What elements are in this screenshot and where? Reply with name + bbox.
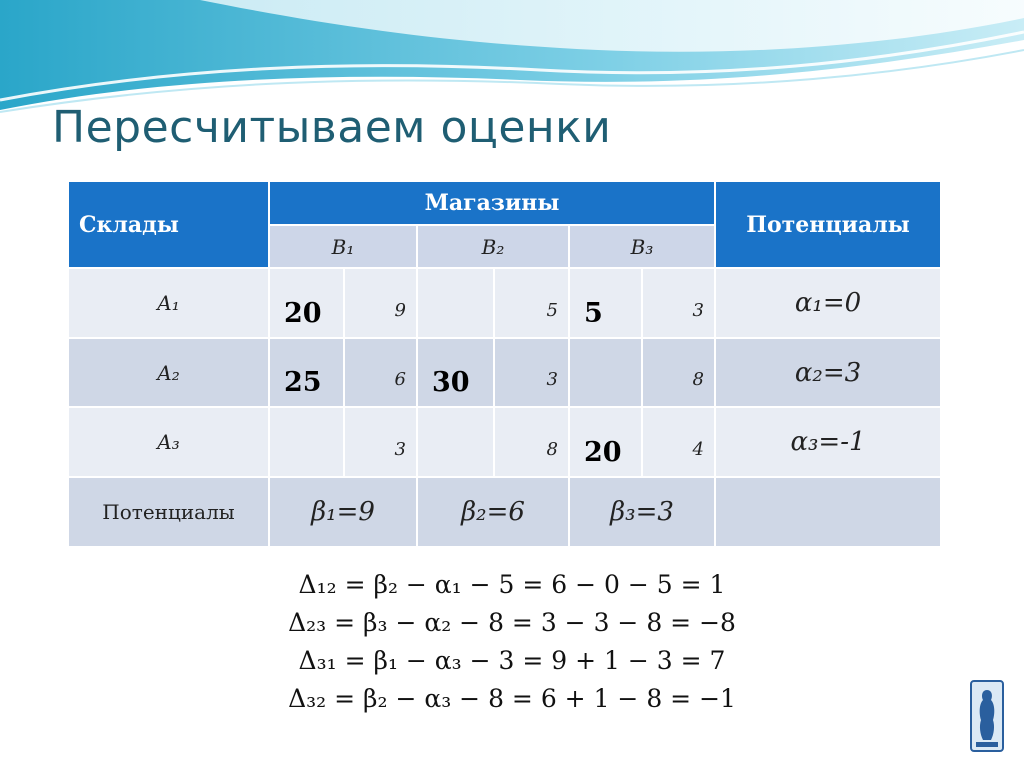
store-b3-label: B₃ [569, 225, 715, 268]
column-potential-b2: β₂=6 [417, 477, 569, 547]
cost-cell: 3 [642, 268, 715, 338]
potentials-header: Потенциалы [715, 181, 941, 268]
shipment-value: 20 [284, 298, 322, 329]
university-logo-icon [970, 680, 1004, 752]
shipment-cell [269, 338, 344, 407]
shipment-cell [417, 268, 494, 338]
row-potential-a1: α₁=0 [715, 268, 941, 338]
shipment-value: 20 [584, 437, 622, 468]
row-potential-a2: α₂=3 [715, 338, 941, 407]
cost-cell: 3 [344, 407, 417, 477]
row-label-a2: A₂ [68, 338, 269, 407]
row-potential-a3: α₃=-1 [715, 407, 941, 477]
column-potential-b1: β₁=9 [269, 477, 417, 547]
potentials-row-label: Потенциалы [68, 477, 269, 547]
shipment-cell [569, 407, 642, 477]
shipment-cell [417, 338, 494, 407]
store-b1-label: B₁ [269, 225, 417, 268]
estimate-formulas [0, 566, 1024, 718]
formula-line: Δ₁₂ = β₂ − α₁ − 5 = 6 − 0 − 5 = 1 [298, 570, 726, 599]
cost-cell: 9 [344, 268, 417, 338]
cost-cell: 4 [642, 407, 715, 477]
cost-cell: 5 [494, 268, 569, 338]
cost-cell: 6 [344, 338, 417, 407]
stores-header: Магазины [269, 181, 715, 225]
row-label-a3: A₃ [68, 407, 269, 477]
formula-line: Δ₃₂ = β₂ − α₃ − 8 = 6 + 1 − 8 = −1 [288, 684, 736, 713]
row-label-a1: A₁ [68, 268, 269, 338]
shipment-value: 5 [584, 298, 603, 329]
cost-cell: 3 [494, 338, 569, 407]
column-potential-b3: β₃=3 [569, 477, 715, 547]
shipment-cell [569, 338, 642, 407]
formula-line: Δ₃₁ = β₁ − α₃ − 3 = 9 + 1 − 3 = 7 [298, 646, 726, 675]
table-row [68, 407, 941, 477]
shipment-cell [269, 268, 344, 338]
cost-cell: 8 [642, 338, 715, 407]
shipment-cell [269, 407, 344, 477]
shipment-value: 25 [284, 367, 322, 398]
formula-line: Δ₂₃ = β₃ − α₂ − 8 = 3 − 3 − 8 = −8 [288, 608, 736, 637]
table-row [68, 268, 941, 338]
table-row [68, 477, 941, 547]
transport-table [67, 180, 942, 548]
cost-cell: 8 [494, 407, 569, 477]
table-row [68, 338, 941, 407]
warehouses-header: Склады [68, 181, 269, 268]
shipment-cell [569, 268, 642, 338]
shipment-value: 30 [432, 367, 470, 398]
store-b2-label: B₂ [417, 225, 569, 268]
shipment-cell [417, 407, 494, 477]
page-title: Пересчитываем оценки [52, 102, 612, 153]
empty-cell [715, 477, 941, 547]
